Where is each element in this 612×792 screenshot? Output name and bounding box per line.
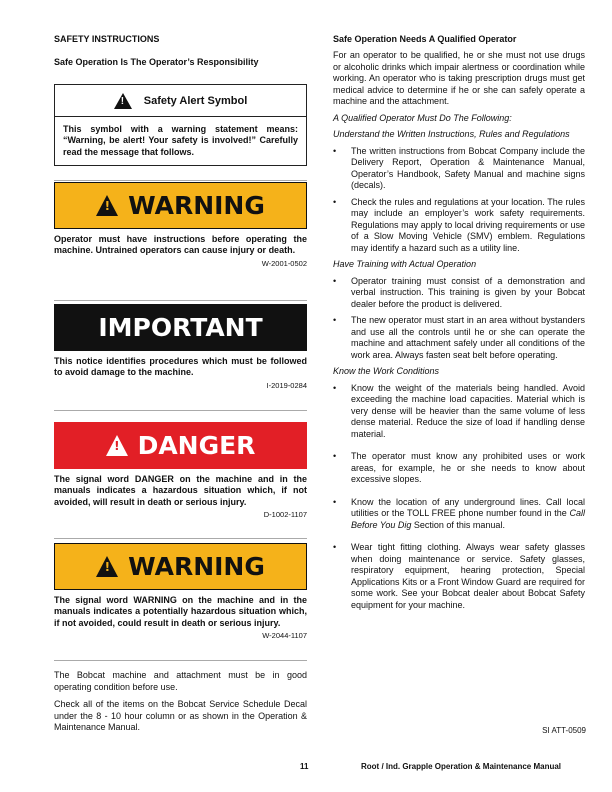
warning-code: W-2044-1107	[262, 631, 307, 641]
important-text: This notice identifies procedures which must be followed to avoid damage to the machine.	[54, 356, 307, 378]
danger-text: The signal word DANGER on the machine and in the manuals indicates a hazardous situation which, if not avoided, will result in death or serious injury.	[54, 474, 307, 507]
paragraph: Check all of the items on the Bobcat Service Schedule Decal under the 8 - 10 hour column or as shown in the Operation & Maintenance Manual.	[54, 699, 307, 732]
training-heading: Have Training with Actual Operation	[333, 259, 477, 269]
list-item: • Know the weight of the materials being handled. Avoid exceeding the machine load capacities. Material which is very dense will be heavier than the same volume of less dense material. Reduce the size of load if handling dense material.	[333, 383, 585, 441]
warning-text: Operator must have instructions before operating the machine. Untrained operators can cause injury or death.	[54, 234, 307, 256]
call-before-you-dig-ref: Call Before You Dig	[351, 508, 585, 530]
divider	[54, 538, 307, 539]
conditions-heading: Know the Work Conditions	[333, 366, 440, 376]
section-title: SAFETY INSTRUCTIONS	[54, 34, 160, 44]
page-number: 11	[300, 762, 309, 771]
important-notice	[54, 304, 307, 390]
danger-banner	[54, 422, 307, 469]
danger-code: D-1002-1107	[263, 510, 307, 520]
divider	[54, 180, 307, 181]
understand-heading: Understand the Written Instructions, Rules and Regulations	[333, 129, 570, 139]
important-label: IMPORTANT	[98, 313, 263, 342]
alert-body: This symbol with a warning statement means: “Warning, be alert! Your safety is involved!” Carefully read the message that follows.	[63, 124, 298, 157]
manual-title: Root / Ind. Grapple Operation & Maintenance Manual	[361, 762, 562, 771]
training-list	[333, 276, 585, 362]
list-item: • Wear tight fitting clothing. Always wear safety glasses when doing maintenance or service. Safety glasses, respiratory equipment, hearing protection, Special Applications Kits or a Front Window Guard are required for some work. See your Bobcat dealer about Bobcat Safety equipment for your machine.	[333, 542, 585, 611]
conditions-list	[333, 383, 585, 612]
alert-title: Safety Alert Symbol	[143, 94, 248, 107]
danger-triangle-icon: !	[106, 435, 128, 456]
warning-code: W-2001-0502	[261, 258, 307, 268]
warning-triangle-icon: !	[96, 195, 118, 216]
understand-list	[333, 146, 585, 255]
safety-alert-box	[54, 84, 307, 166]
important-banner	[54, 304, 307, 351]
important-code: I-2019-0284	[266, 380, 307, 390]
warning-notice-1	[54, 182, 307, 268]
intro-paragraph: For an operator to be qualified, he or she must not use drugs or alcoholic drinks which impair alertness or coordination while working. An operator who is taking prescription drugs must get medical advice to determine if he or she can safely operate a machine and the attachment.	[333, 50, 585, 106]
danger-label: DANGER	[137, 431, 256, 460]
right-column	[333, 30, 585, 611]
right-title: Safe Operation Needs A Qualified Operator	[333, 34, 517, 44]
divider	[54, 410, 307, 411]
warning-label: WARNING	[128, 191, 265, 220]
qualified-heading: A Qualified Operator Must Do The Following:	[333, 112, 512, 123]
warning-banner	[54, 182, 307, 229]
section-subtitle: Safe Operation Is The Operator’s Responsibility	[54, 57, 259, 67]
divider	[54, 660, 307, 661]
list-item: • Operator training must consist of a demonstration and verbal instruction. This training is given by your Bobcat dealer before the product is delivered.	[333, 276, 585, 311]
divider	[54, 300, 307, 301]
warning-notice-2	[54, 543, 307, 640]
document-code: SI ATT-0509	[542, 726, 586, 735]
warning-text: The signal word WARNING on the machine and in the manuals indicates a potentially hazardous situation which, if not avoided, could result in death or serious injury.	[54, 595, 307, 628]
list-item: • The written instructions from Bobcat Company include the Delivery Report, Operation & Maintenance Manual, Operator’s Handbook, Safety Manual and machine signs (decals).	[333, 146, 585, 192]
alert-triangle-icon: !	[114, 93, 132, 109]
list-item: • The operator must know any prohibited uses or work areas, for example, he or she needs to know about excessive slopes.	[333, 451, 585, 486]
warning-banner	[54, 543, 307, 590]
list-item: • The new operator must start in an area without bystanders and use all the controls until he or she can operate the machine and attachment safely under all conditions of the work area. Always fasten seat belt before operating.	[333, 315, 585, 361]
warning-label: WARNING	[128, 552, 265, 581]
warning-triangle-icon: !	[96, 556, 118, 577]
danger-notice	[54, 422, 307, 519]
list-item: • Check the rules and regulations at your location. The rules may include an employer’s work safety requirements. Regulations may apply to local driving requirements or use of a Slow Moving Vehicle (SMV) emblem. Regulations may identify a hazard such as a utility line.	[333, 197, 585, 255]
list-item: • Know the location of any underground lines. Call local utilities or the TOLL FREE phone number found in the Call Before You Dig Section of this manual.	[333, 497, 585, 532]
paragraph: The Bobcat machine and attachment must be in good operating condition before use.	[54, 670, 307, 692]
